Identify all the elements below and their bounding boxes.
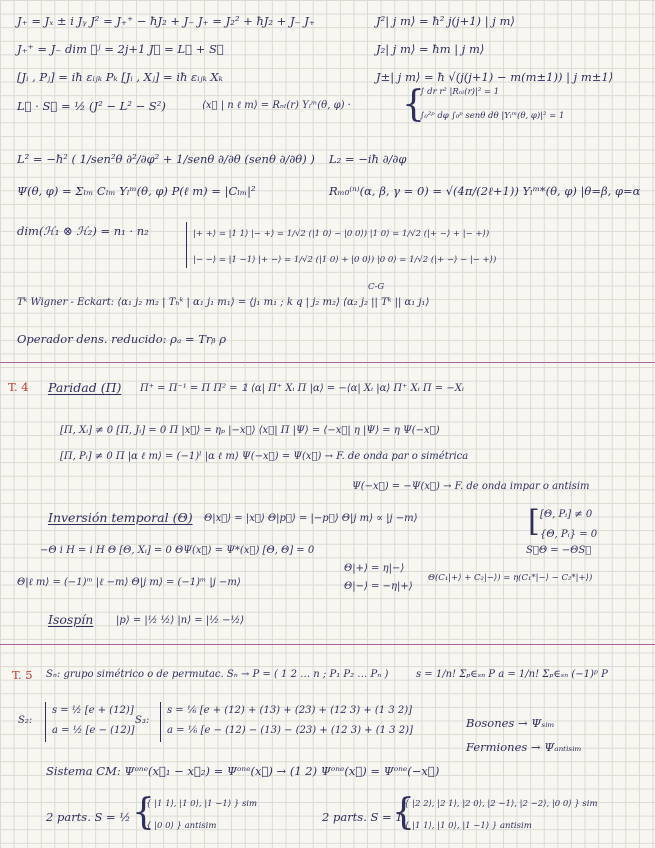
- formula-line: { |2 2⟩, |2 1⟩, |2 0⟩, |2 −1⟩, |2 −2⟩, |0 0⟩ } sim: [404, 799, 598, 809]
- bracket: [160, 702, 161, 742]
- formula-line: Bosones → Ψₛᵢₘ: [466, 716, 555, 730]
- bracket: [45, 702, 46, 742]
- formula-line: a = ⅙ [e − (12) − (13) − (23) + (12 3) + (1 3 2)]: [167, 725, 413, 736]
- formula-line: ⟨x⃗ | n ℓ m⟩ = Rₙₗ(r) Yₗᵐ(θ, φ) ·: [202, 100, 351, 111]
- formula-line: |p⟩ = |½ ½⟩ |n⟩ = |½ −½⟩: [116, 615, 245, 626]
- formula-line: L⃗ · S⃗ = ½ (J² − L² − S²): [17, 99, 166, 113]
- formula-line: [Θ, Pᵢ] ≠ 0: [540, 509, 593, 520]
- formula-line: Ψ(θ, φ) = Σₗₘ Cₗₘ Yₗᵐ(θ, φ) P(ℓ m) = |Cₗₘ|²: [17, 184, 256, 198]
- formula-line: 2 parts. S = ½: [46, 810, 131, 824]
- section-subheading: Inversión temporal (Θ): [48, 510, 193, 525]
- formula-line: Tᵏ Wigner - Eckart: ⟨α₁ j₂ m₂ | Tₕᵏ | α₁ j₁ m₁⟩ = ⟨j₁ m₁ ; k q | j₂ m₂⟩ ⟨α₂ j₂ || Tᵏ || α₁ j₁⟩: [17, 297, 430, 308]
- formula-line: Θ|ℓ m⟩ = (−1)ᵐ |ℓ −m⟩ Θ|j m⟩ = (−1)ᵐ |j −m⟩: [17, 577, 241, 588]
- formula-line: Π⁺ = Π⁻¹ = Π Π² = 𝟙 ⟨α| Π⁺ Xᵢ Π |α⟩ = −⟨α| Xᵢ |α⟩ Π⁺ Xᵢ Π = −Xᵢ: [140, 383, 464, 394]
- section-tag: T. 4: [8, 380, 29, 394]
- formula-line: Ψ(−x⃗) = −Ψ(x⃗) → F. de onda impar o antisim: [352, 481, 590, 492]
- formula-line: { |1 1⟩, |1 0⟩, |1 −1⟩ } sim: [146, 799, 258, 809]
- section-divider: [0, 362, 655, 363]
- group-label: S₂:: [18, 715, 33, 726]
- formula-line: |+ +⟩ = |1 1⟩ |− +⟩ = 1/√2 (|1 0⟩ − |0 0⟩) |1 0⟩ = 1/√2 (|+ −⟩ + |− +⟩): [193, 229, 490, 239]
- formula-line: |− −⟩ = |1 −1⟩ |+ −⟩ = 1/√2 (|1 0⟩ + |0 0⟩) |0 0⟩ = 1/√2 (|+ −⟩ − |− +⟩): [193, 255, 497, 265]
- formula-line: Operador dens. reducido: ρₐ = Trᵦ ρ: [17, 332, 226, 346]
- formula-line: s = ½ [e + (12)]: [52, 705, 134, 716]
- formula-line: {Θ, Pᵢ} = 0: [540, 529, 598, 540]
- formula-line: Sₙ: grupo simétrico o de permutac. Sₙ → P = ( 1 2 … n ; P₁ P₂ … Pₙ ): [46, 669, 389, 680]
- formula-line: ∫ dr r² |Rₙₗ(r)|² = 1: [420, 87, 500, 97]
- formula-line: Θ|x⃗⟩ = |x⃗⟩ Θ|p⃗⟩ = |−p⃗⟩ Θ|j m⟩ ∝ |j −m⟩: [204, 513, 418, 524]
- section-divider: [0, 644, 655, 645]
- formula-line: Rₘ₀⁽ⁿ⁾(α, β, γ = 0) = √(4π/(2ℓ+1)) Yₗᵐ*(θ, φ) |θ=β, φ=α: [329, 184, 641, 198]
- formula-line: J²| j m⟩ = ħ² j(j+1) | j m⟩: [376, 14, 515, 28]
- formula-line: s = ⅙ [e + (12) + (13) + (23) + (12 3) + (1 3 2)]: [167, 705, 413, 716]
- section-tag: T. 5: [12, 668, 33, 682]
- formula-line: J±| j m⟩ = ħ √(j(j+1) − m(m±1)) | j m±1⟩: [376, 70, 614, 84]
- formula-line: J₂| j m⟩ = ħm | j m⟩: [376, 42, 485, 56]
- formula-line: [Jᵢ , Pⱼ] = iħ εᵢⱼₖ Pₖ [Jᵢ , Xⱼ] = iħ εᵢⱼₖ Xₖ: [17, 70, 223, 84]
- brace-symbol: {: [392, 792, 415, 833]
- formula-line: L² = −ħ² ( 1/sen²θ ∂²/∂φ² + 1/senθ ∂/∂θ (senθ ∂/∂θ) ): [17, 152, 315, 166]
- formula-line: ∫₀²ᵖ dφ ∫₀ᵖ senθ dθ |Yₗᵐ(θ, φ)|² = 1: [420, 111, 565, 121]
- formula-line: s = 1/n! Σₚ∈ₛₙ P a = 1/n! Σₚ∈ₛₙ (−1)ᵖ P: [416, 669, 608, 680]
- formula-line: dim(ℋ₁ ⊗ ℋ₂) = n₁ · n₂: [17, 224, 149, 238]
- formula-line: a = ½ [e − (12)]: [52, 725, 135, 736]
- formula-line: Sistema CM: Ψᵒⁿᵉ(x⃗₁ − x⃗₂) = Ψᵒⁿᵉ(x⃗) → (1 2) Ψᵒⁿᵉ(x⃗) = Ψᵒⁿᵉ(−x⃗): [46, 764, 440, 778]
- brace-symbol: {: [132, 792, 155, 833]
- formula-line: Θ|−⟩ = −η|+⟩: [344, 581, 413, 592]
- section-subheading: Isospín: [48, 612, 94, 627]
- formula-line: J₊ = Jₓ ± i Jᵧ J² = J₊⁺ − ħJ₂ + J₋ J₊ = J₂² + ħJ₂ + J₋ J₊: [17, 14, 315, 28]
- formula-line: S⃗Θ = −ΘS⃗: [526, 545, 592, 556]
- formula-line: { |0 0⟩ } antisim: [146, 821, 217, 831]
- formula-line: [Π, Xᵢ] ≠ 0 [Π, Jᵢ] = 0 Π |x⃗⟩ = ηₚ |−x⃗⟩ ⟨x⃗| Π |Ψ⟩ = ⟨−x⃗| η |Ψ⟩ = η Ψ(−x⃗): [60, 425, 440, 436]
- formula-line: [Π, Pᵢ] ≠ 0 Π |α ℓ m⟩ = (−1)ˡ |α ℓ m⟩ Ψ(−x⃗) = Ψ(x⃗) → F. de onda par o simétrica: [60, 451, 469, 462]
- section-heading: Paridad (Π): [48, 380, 122, 395]
- formula-line: Fermiones → Ψₐₙₜᵢₛᵢₘ: [466, 740, 582, 754]
- formula-line: 2 parts. S = 1: [322, 810, 403, 824]
- formula-line: Θ|+⟩ = η|−⟩: [344, 563, 405, 574]
- brace-symbol: {: [402, 84, 425, 125]
- formula-line: Θ(C₁|+⟩ + C₂|−⟩) = η(C₁*|−⟩ − C₂*|+⟩): [428, 573, 593, 583]
- formula-line: J₊⁺ = J₋ dim ℋʲ = 2j+1 J⃗ = L⃗ + S⃗: [17, 42, 224, 56]
- brace-symbol: [: [528, 504, 540, 539]
- group-label: S₃:: [135, 715, 150, 726]
- formula-line: C-G: [368, 282, 385, 292]
- formula-line: L₂ = −iħ ∂/∂φ: [329, 152, 407, 166]
- formula-line: { |1 1⟩, |1 0⟩, |1 −1⟩ } antisim: [404, 821, 532, 831]
- formula-line: −Θ i H = i H Θ [Θ, Xᵢ] = 0 ΘΨ(x⃗) = Ψ*(x⃗) [Θ, Θ] = 0: [40, 545, 315, 556]
- bracket: [186, 222, 187, 268]
